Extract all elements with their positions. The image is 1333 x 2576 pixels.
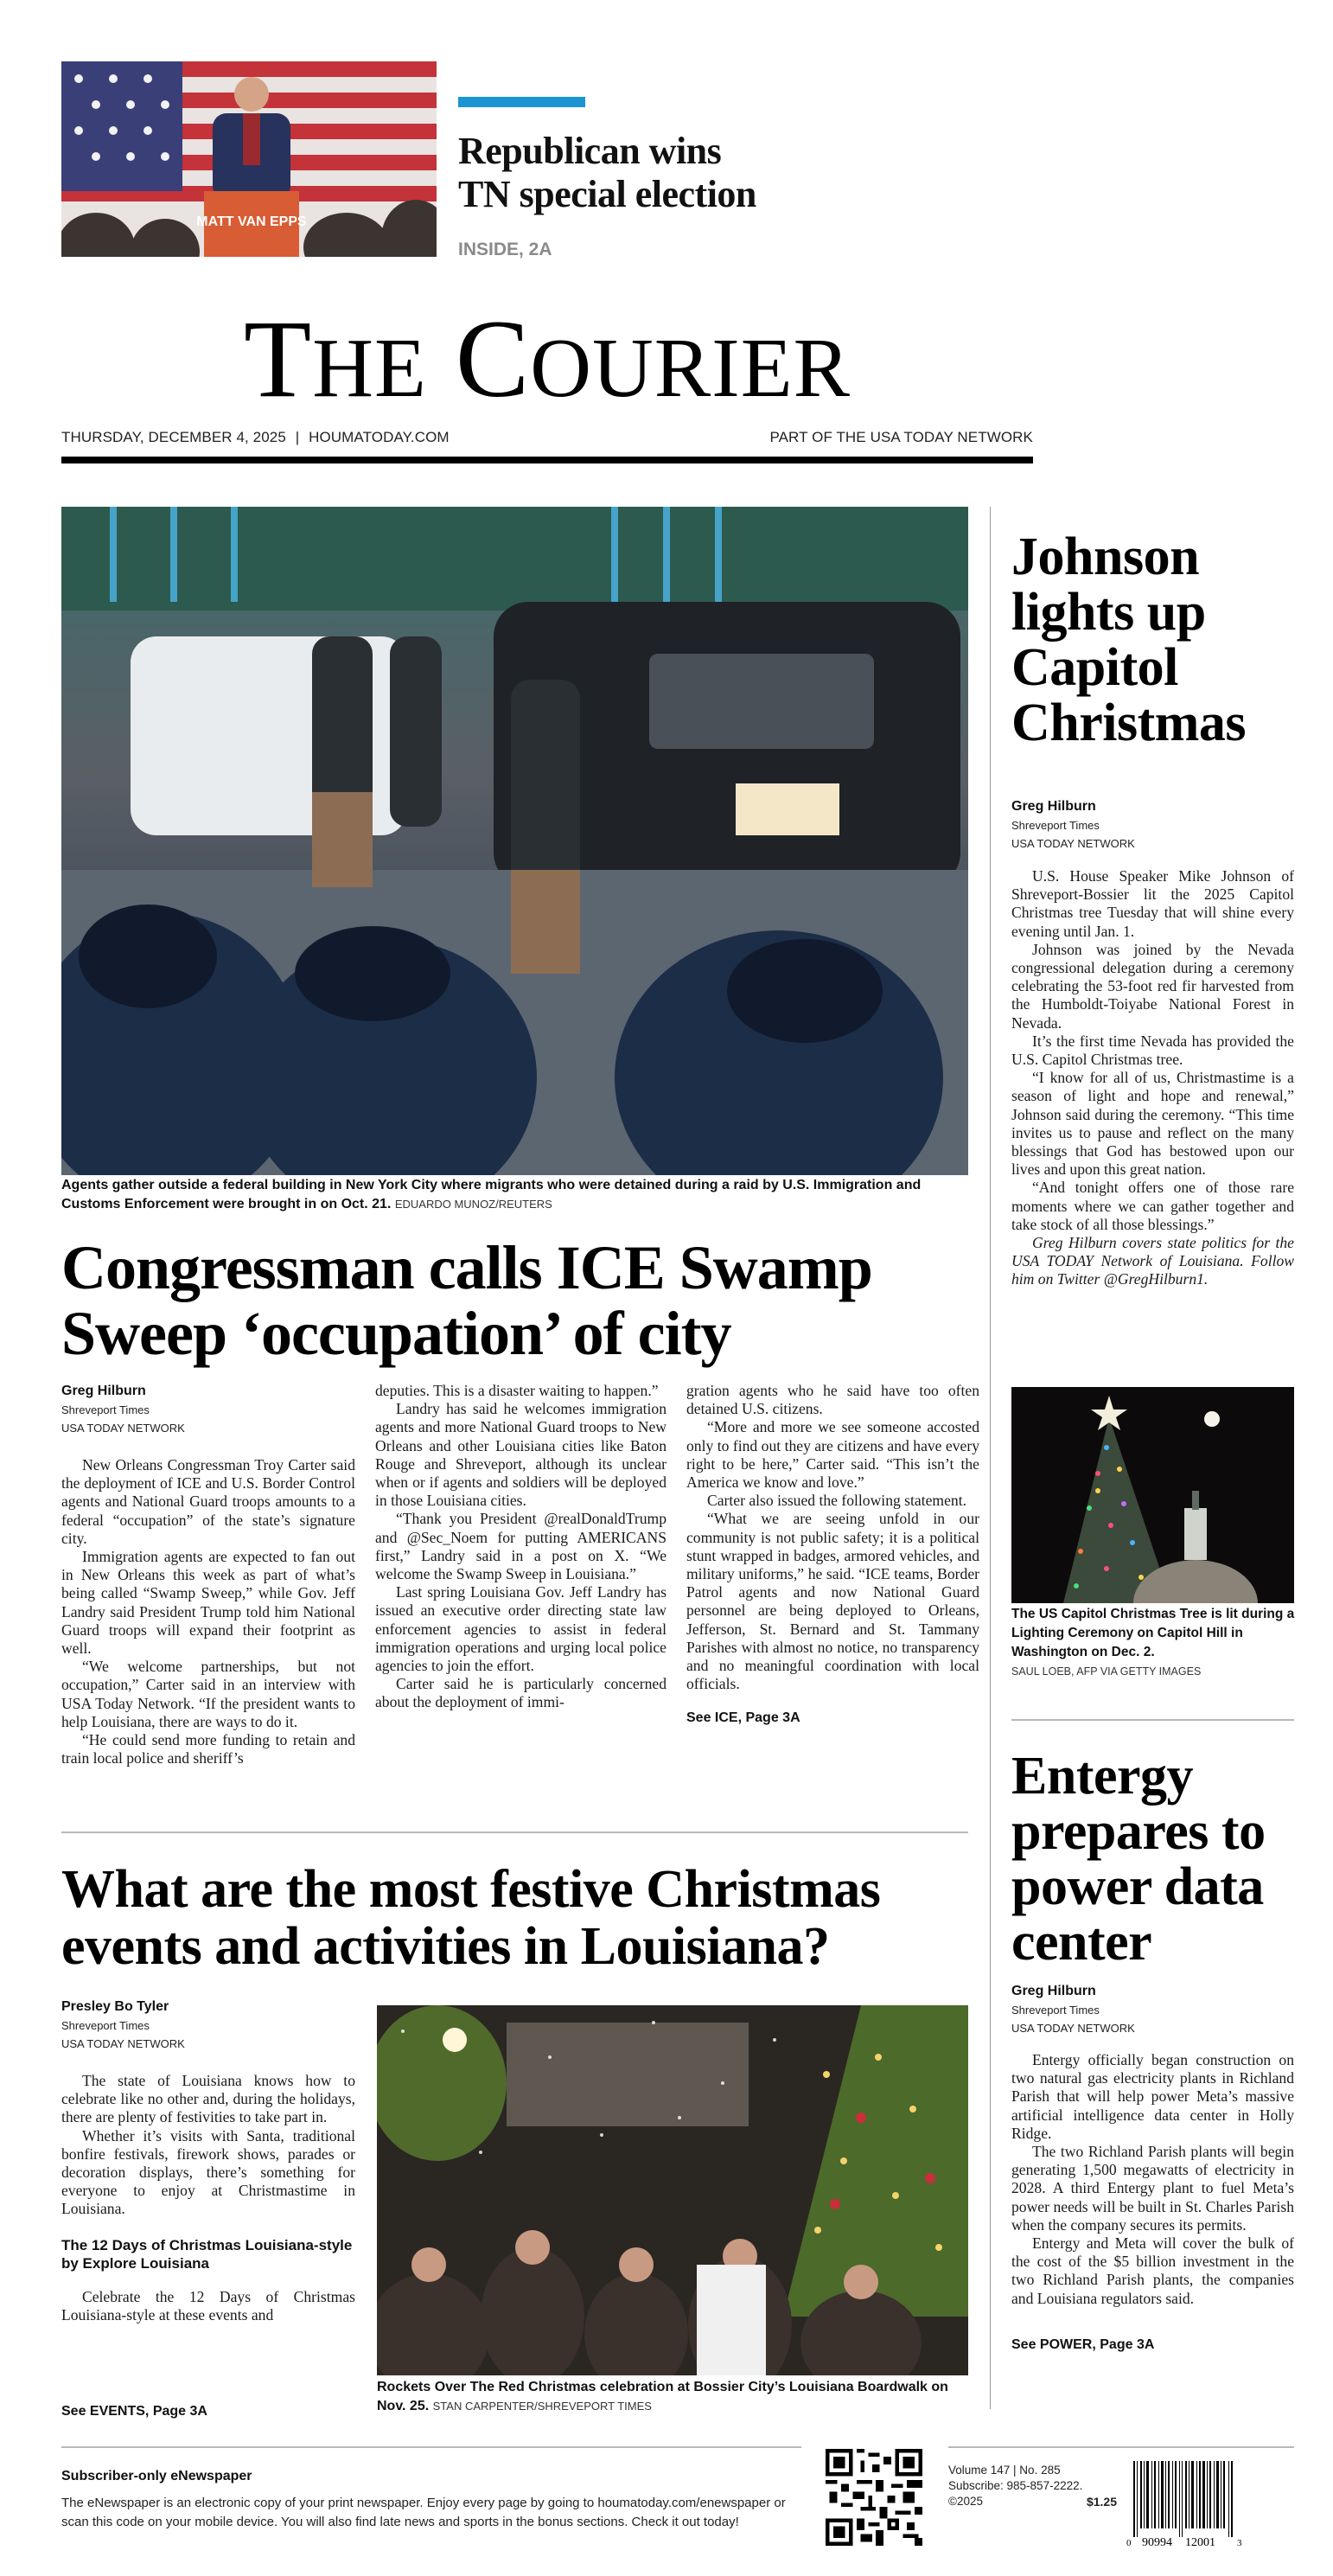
svg-text:90994: 90994 (1142, 2536, 1172, 2547)
christmas-headline[interactable]: What are the most festive Christmas events and activities in Louisiana? (61, 1860, 881, 1976)
paragraph: Johnson was joined by the Nevada congressional delegation during a ceremony celebrating the 53-foot red fir harvested from the Humboldt-Toiyabe National Forest in Nevada. (1011, 940, 1294, 1032)
entergy-headline[interactable]: Entergy prepares to power data center (1011, 1747, 1266, 1972)
enewspaper-title: Subscriber-only eNewspaper (61, 2469, 252, 2483)
lead-photo-caption: Agents gather outside a federal building in New York City where migrants who were detained during a raid by U.S. Immigration and Customs Enforcement were brought in on Oct. 21. EDUARDO MUNOZ/REUTERS (61, 1178, 922, 1211)
byline-author[interactable]: Greg Hilburn (1011, 1984, 1096, 1998)
section-divider (61, 1831, 968, 1833)
lead-story-column-3 (686, 1382, 979, 1726)
byline-outlet: Shreveport Times (1011, 2004, 1100, 2017)
svg-text:12001: 12001 (1185, 2536, 1215, 2547)
subscribe-phone: Subscribe: 985-857-2222. (948, 2479, 1083, 2492)
website-link[interactable]: HOUMATODAY.COM (309, 429, 450, 445)
column-divider (990, 507, 991, 2409)
entergy-byline (1011, 1982, 1297, 2037)
lead-story-column-1 (61, 1382, 355, 1767)
lead-story-column-2 (375, 1382, 666, 1712)
byline-network: USA TODAY NETWORK (1011, 837, 1135, 850)
enewspaper-description: The eNewspaper is an electronic copy of your print newspaper. Enjoy every page by going to houmatoday.com/enewspaper or scan this code on your mobile device. You will also find late news and sports in the bonus sections. Check it out today! (61, 2496, 786, 2529)
paragraph: Entergy and Meta will cover the bulk of the cost of the $5 billion investment in the two Richland Parish plants, the companies and Louisiana regulators said. (1011, 2234, 1294, 2307)
paragraph: Last spring Louisiana Gov. Jeff Landry has issued an executive order directing state law enforcement agencies to assist in federal immigration operations and urging local police agencies to join the effort. (375, 1583, 666, 1675)
qr-code[interactable] (826, 2449, 922, 2546)
right-column-divider (1011, 1719, 1294, 1721)
byline-network: USA TODAY NETWORK (61, 2037, 185, 2050)
paragraph: “More and more we see someone accosted only to find out they are citizens and have every right to be here,” Carter said. “This isn’t the America we know and love.” (686, 1418, 979, 1492)
byline-outlet: Shreveport Times (61, 2019, 150, 2032)
paragraph: It’s the first time Nevada has provided the U.S. Capitol Christmas tree. (1011, 1032, 1294, 1069)
paragraph: “He could send more funding to retain and train local police and sheriff’s (61, 1731, 355, 1767)
lead-photo[interactable] (61, 507, 968, 1175)
paragraph: “What we are seeing unfold in our community is not public safety; it is a political stunt wrapped in badges, armored vehicles, and military uniforms,” he said. “ICE teams, Border Patrol agents and now National Guard personnel are being deployed to Orleans, Jefferson, St. Bernard and St. Tammany Parishes with almost no notice, no transparency and no meaningful coordination with local officials. (686, 1510, 979, 1693)
christmas-photo[interactable] (377, 2005, 968, 2375)
dateline (61, 429, 1033, 446)
paragraph: New Orleans Congressman Troy Carter said the deployment of ICE and U.S. Border Control agents and National Guard troops amounts to a federal “occupation” of the state’s signature city. (61, 1456, 355, 1547)
qr-code-icon (826, 2449, 922, 2546)
masthead-logo[interactable]: THE COURIER (244, 297, 851, 420)
paragraph: Celebrate the 12 Days of Christmas Louisiana-style at these events and (61, 2287, 355, 2324)
cover-price: $1.25 (1086, 2495, 1117, 2509)
dateline-separator: | (295, 429, 300, 445)
paragraph: gration agents who he said have too often detained U.S. citizens. (686, 1382, 979, 1418)
promo-jump-link[interactable]: INSIDE, 2A (458, 240, 552, 259)
promo-accent-bar (458, 97, 585, 107)
photo-credit: EDUARDO MUNOZ/REUTERS (394, 1198, 552, 1211)
issue-info (948, 2463, 1117, 2509)
byline-outlet: Shreveport Times (61, 1403, 150, 1416)
promo-headline-line1: Republican wins (458, 130, 722, 172)
capitol-tree-photo[interactable] (1011, 1387, 1294, 1603)
paragraph: Carter also issued the following statement. (707, 1492, 967, 1510)
byline-outlet: Shreveport Times (1011, 819, 1100, 832)
flag-speaker-photo-icon (61, 61, 437, 257)
paragraph: Immigration agents are expected to fan out in New Orleans this week as part of what’s being called “Swamp Sweep,” while Gov. Jeff Landry said President Trump told him National Guard troops will expand their footprint as well. (61, 1548, 355, 1658)
paragraph: The two Richland Parish plants will begin generating 1,500 megawatts of electricity in 2028. A third Entergy plant to fuel Meta’s power needs will be built in St. Charles Parish when the company secures its permits. (1011, 2143, 1294, 2234)
paragraph: “I know for all of us, Christmastime is a season of light and hope and renewal,” Johnson said during the ceremony. “This time invites us to pause and reflect on the many blessings that God has bestowed upon our lives and upon this great nation. (1011, 1069, 1294, 1179)
entergy-article-body (1011, 2051, 1294, 2353)
upc-barcode (1125, 2461, 1254, 2547)
byline-author[interactable]: Presley Bo Tyler (61, 1999, 169, 2014)
photo-credit: SAUL LOEB, AFP VIA GETTY IMAGES (1011, 1665, 1202, 1678)
capitol-photo-caption: The US Capitol Christmas Tree is lit during a Lighting Ceremony on Capitol Hill in Washington on Dec. 2. SAUL LOEB, AFP VIA GETTY IMAGES (1011, 1605, 1297, 1681)
ice-jump-link[interactable]: See ICE, Page 3A (686, 1710, 800, 1726)
power-jump-link[interactable]: See POWER, Page 3A (1011, 2336, 1155, 2352)
paragraph: Entergy officially began construction on two natural gas electricity plants in Richland Parish that will help power Meta’s massive artificial intelligence data center in Holly Ridge. (1011, 2051, 1294, 2142)
paragraph: U.S. House Speaker Mike Johnson of Shreveport-Bossier lit the 2025 Capitol Christmas tree Tuesday that will shine every evening until Jan. 1. (1011, 867, 1294, 940)
christmas-story-column (61, 1998, 355, 2324)
promo-headline-line2: TN special election (458, 173, 756, 215)
copyright: ©2025 (948, 2495, 983, 2508)
agents-photo-icon (61, 507, 968, 1175)
christmas-photo-caption: Rockets Over The Red Christmas celebration at Bossier City’s Louisiana Boardwalk on Nov. 25. STAN CARPENTER/SHREVEPORT TIMES (377, 2380, 948, 2413)
capitol-tree-photo-icon (1011, 1387, 1294, 1603)
paragraph: Carter said he is particularly concerned about the deployment of immi- (375, 1675, 666, 1711)
lead-headline[interactable]: Congressman calls ICE Swamp Sweep ‘occupation’ of city (61, 1233, 872, 1368)
paragraph: Whether it’s visits with Santa, traditional bonfire festivals, firework shows, parades or decoration displays, there’s something for everyone to enjoy at Christmastime in Louisiana. (61, 2126, 355, 2218)
byline-author[interactable]: Greg Hilburn (1011, 799, 1096, 814)
volume-number: Volume 147 | No. 285 (948, 2464, 1061, 2477)
byline-network: USA TODAY NETWORK (61, 1422, 185, 1435)
christmas-celebration-photo-icon (377, 2005, 968, 2375)
paragraph: deputies. This is a disaster waiting to happen.” (375, 1382, 659, 1399)
johnson-article-body (1011, 867, 1294, 1289)
christmas-subhead: The 12 Days of Christmas Louisiana-style by Explore Louisiana (61, 2236, 353, 2272)
promo-headline[interactable] (458, 130, 942, 216)
article-body (61, 1456, 355, 1767)
footer-divider (948, 2446, 1294, 2448)
barcode-icon (1125, 2461, 1254, 2547)
svg-text:0: 0 (1126, 2538, 1132, 2547)
svg-text:MATT VAN EPPS: MATT VAN EPPS (196, 214, 307, 229)
promo-photo[interactable] (61, 61, 437, 257)
footer-divider (61, 2446, 801, 2448)
paragraph: The state of Louisiana knows how to celebrate like no other and, during the holidays, there are plenty of festivities to take part in. (61, 2072, 355, 2126)
events-jump-link[interactable]: See EVENTS, Page 3A (61, 2404, 207, 2419)
byline-author[interactable]: Greg Hilburn (61, 1384, 146, 1398)
paragraph: “We welcome partnerships, but not occupation,” Carter said in an interview with USA Today Network. “If the president wants to help Louisiana, there are ways to do it. (61, 1658, 355, 1730)
paragraph: “And tonight offers one of those rare moments where we can gather together and take stock of all those blessings.” (1011, 1179, 1294, 1233)
paragraph: Landry has said he welcomes immigration agents and more National Guard troops to New Orleans and other Louisiana cities like Baton Rouge and Shreveport, although its unclear when or if agents and soldiers will be deployed in those Louisiana cities. (375, 1400, 666, 1510)
johnson-headline[interactable]: Johnson lights up Capitol Christmas (1011, 527, 1247, 752)
network-label: PART OF THE USA TODAY NETWORK (769, 429, 1033, 445)
byline-network: USA TODAY NETWORK (1011, 2022, 1135, 2035)
johnson-byline (1011, 797, 1297, 853)
paragraph: “Thank you President @realDonaldTrump and @Sec_Noem for putting AMERICANS first,” Landry said in a post on X. “We welcome the Swamp Sweep in Louisiana.” (375, 1510, 666, 1583)
masthead-rule (61, 457, 1033, 463)
author-tagline: Greg Hilburn covers state politics for the USA TODAY Network of Louisiana. Follow him on Twitter @GregHilburn1. (1011, 1234, 1294, 1288)
photo-credit: STAN CARPENTER/SHREVEPORT TIMES (432, 2400, 652, 2413)
issue-date: THURSDAY, DECEMBER 4, 2025 (61, 429, 286, 445)
svg-text:3: 3 (1237, 2538, 1242, 2547)
